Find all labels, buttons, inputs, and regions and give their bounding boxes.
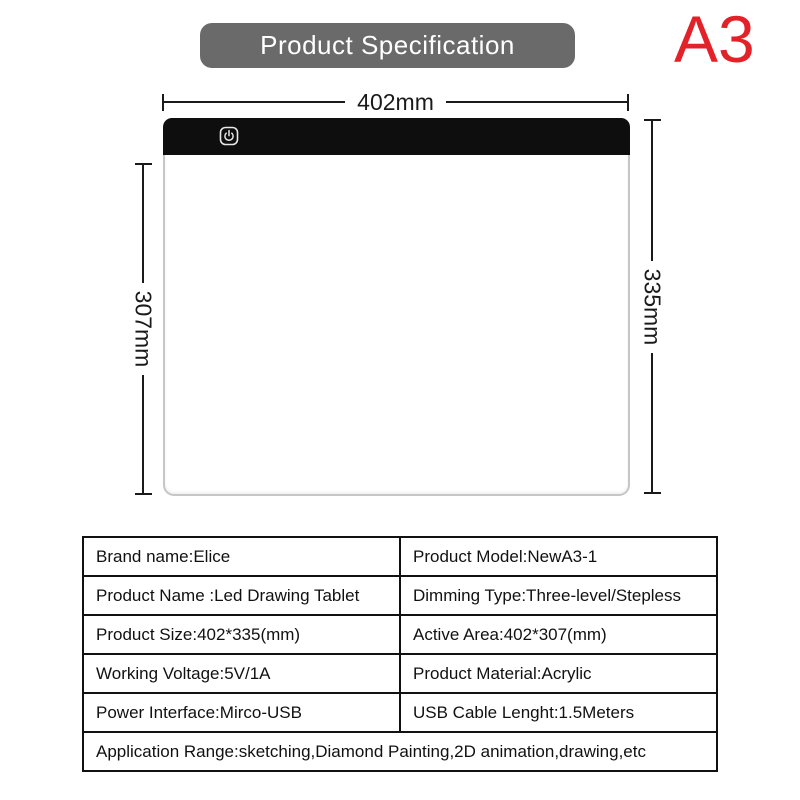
dimension-width-label: 402mm: [357, 88, 434, 115]
dimension-outer-height: [639, 119, 666, 494]
spec-cell: Product Size:402*335(mm): [83, 615, 400, 654]
spec-table: [82, 536, 718, 772]
table-row: [83, 654, 717, 693]
spec-banner-label: Product Specification: [260, 30, 515, 60]
dimension-line: [142, 375, 144, 493]
table-row: [83, 576, 717, 615]
dimension-tick: [135, 493, 152, 495]
table-row: [83, 732, 717, 771]
spec-cell: Brand name:Elice: [83, 537, 400, 576]
spec-banner: [200, 23, 575, 68]
spec-cell: Product Model:NewA3-1: [400, 537, 717, 576]
dimension-outer-height-label: 335mm: [639, 268, 666, 345]
spec-cell: Dimming Type:Three-level/Stepless: [400, 576, 717, 615]
table-row: [83, 615, 717, 654]
dimension-line: [142, 165, 144, 283]
dimension-outer-height-labelbox: [639, 261, 666, 353]
spec-cell: Working Voltage:5V/1A: [83, 654, 400, 693]
dimension-tick: [627, 94, 629, 111]
dimension-tick: [644, 492, 661, 494]
table-row: [83, 537, 717, 576]
dimension-active-height-labelbox: [130, 283, 157, 375]
dimension-width: [162, 88, 629, 115]
dimension-line: [164, 101, 345, 103]
spec-cell: USB Cable Lenght:1.5Meters: [400, 693, 717, 732]
dimension-active-height-label: 307mm: [130, 290, 157, 368]
tablet-top-bar: [163, 118, 630, 155]
spec-cell: Power Interface:Mirco-USB: [83, 693, 400, 732]
spec-cell: Product Material:Acrylic: [400, 654, 717, 693]
power-button-icon: [219, 126, 239, 146]
led-tablet-illustration: [163, 118, 630, 496]
spec-cell-application-range: Application Range:sketching,Diamond Painting,2D animation,drawing,etc: [83, 732, 717, 771]
size-badge-a3: A3: [674, 2, 755, 76]
dimension-line: [651, 121, 653, 261]
table-row: [83, 693, 717, 732]
tablet-drawing-surface: [163, 155, 630, 496]
dimension-line: [446, 101, 627, 103]
spec-cell: Active Area:402*307(mm): [400, 615, 717, 654]
dimension-line: [651, 353, 653, 493]
dimension-active-height: [130, 163, 157, 495]
spec-cell: Product Name :Led Drawing Tablet: [83, 576, 400, 615]
